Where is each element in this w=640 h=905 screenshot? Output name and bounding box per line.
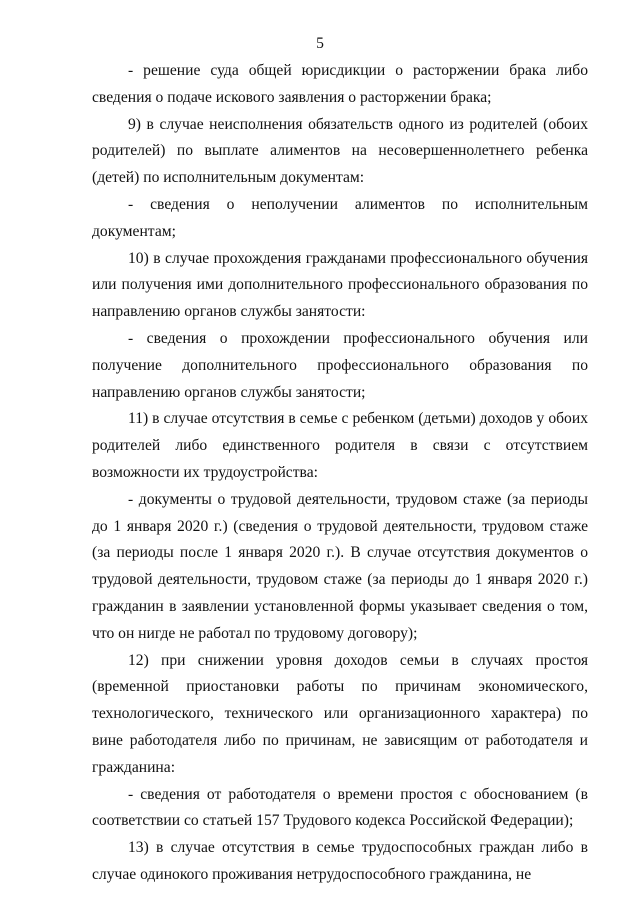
paragraph-employment-documents: - документы о трудовой деятельности, трудовом стаже (за периоды до 1 января 2020 г.) (сведения о трудовой деятельности, трудовом стаже (за периоды после 1 января 2020 г.). В случае отсутствия документов о трудовой деятельности, трудовом стаже (за периоды до 1 января 2020 г.) гражданин в заявлении установленной формы указывает сведения о том, что он нигде не работал по трудовому договору); bbox=[92, 490, 588, 642]
paragraph-downtime-info: - сведения от работодателя о времени простоя с обоснованием (в соответствии со статьей 157 Трудового кодекса Российской Федерации); bbox=[92, 785, 588, 830]
paragraph-item-13: 13) в случае отсутствия в семье трудоспособных граждан либо в случае одинокого проживания нетрудоспособного гражданина, не bbox=[92, 839, 588, 883]
paragraph-alimony-info: - сведения о неполучении алиментов по исполнительным документам; bbox=[92, 195, 588, 240]
paragraph-item-10: 10) в случае прохождения гражданами профессионального обучения или получения ими дополнительного профессионального образования по направлению органов службы занятости: bbox=[92, 249, 588, 321]
page-number: 5 bbox=[316, 35, 324, 52]
paragraph-training-info: - сведения о прохождении профессионального обучения или получение дополнительного профессионального образования по направлению органов службы занятости; bbox=[92, 329, 588, 401]
paragraph-divorce-decision: - решение суда общей юрисдикции о расторжении брака либо сведения о подаче искового заявления о расторжении брака; bbox=[92, 62, 588, 106]
paragraph-item-12: 12) при снижении уровня доходов семьи в случаях простоя (временной приостановки работы по причинам экономического, технологического, технического или организационного характера) по вине работодателя либо по причинам, не зависящим от работодателя и гражданина: bbox=[92, 651, 588, 776]
document-body bbox=[92, 58, 588, 889]
paragraph-item-11: 11) в случае отсутствия в семье с ребенком (детьми) доходов у обоих родителей либо единственного родителя в связи с отсутствием возможности их трудоустройства: bbox=[92, 410, 588, 481]
paragraph-item-9: 9) в случае неисполнения обязательств одного из родителей (обоих родителей) по выплате алиментов на несовершеннолетнего ребенка (детей) по исполнительным документам: bbox=[92, 115, 588, 187]
